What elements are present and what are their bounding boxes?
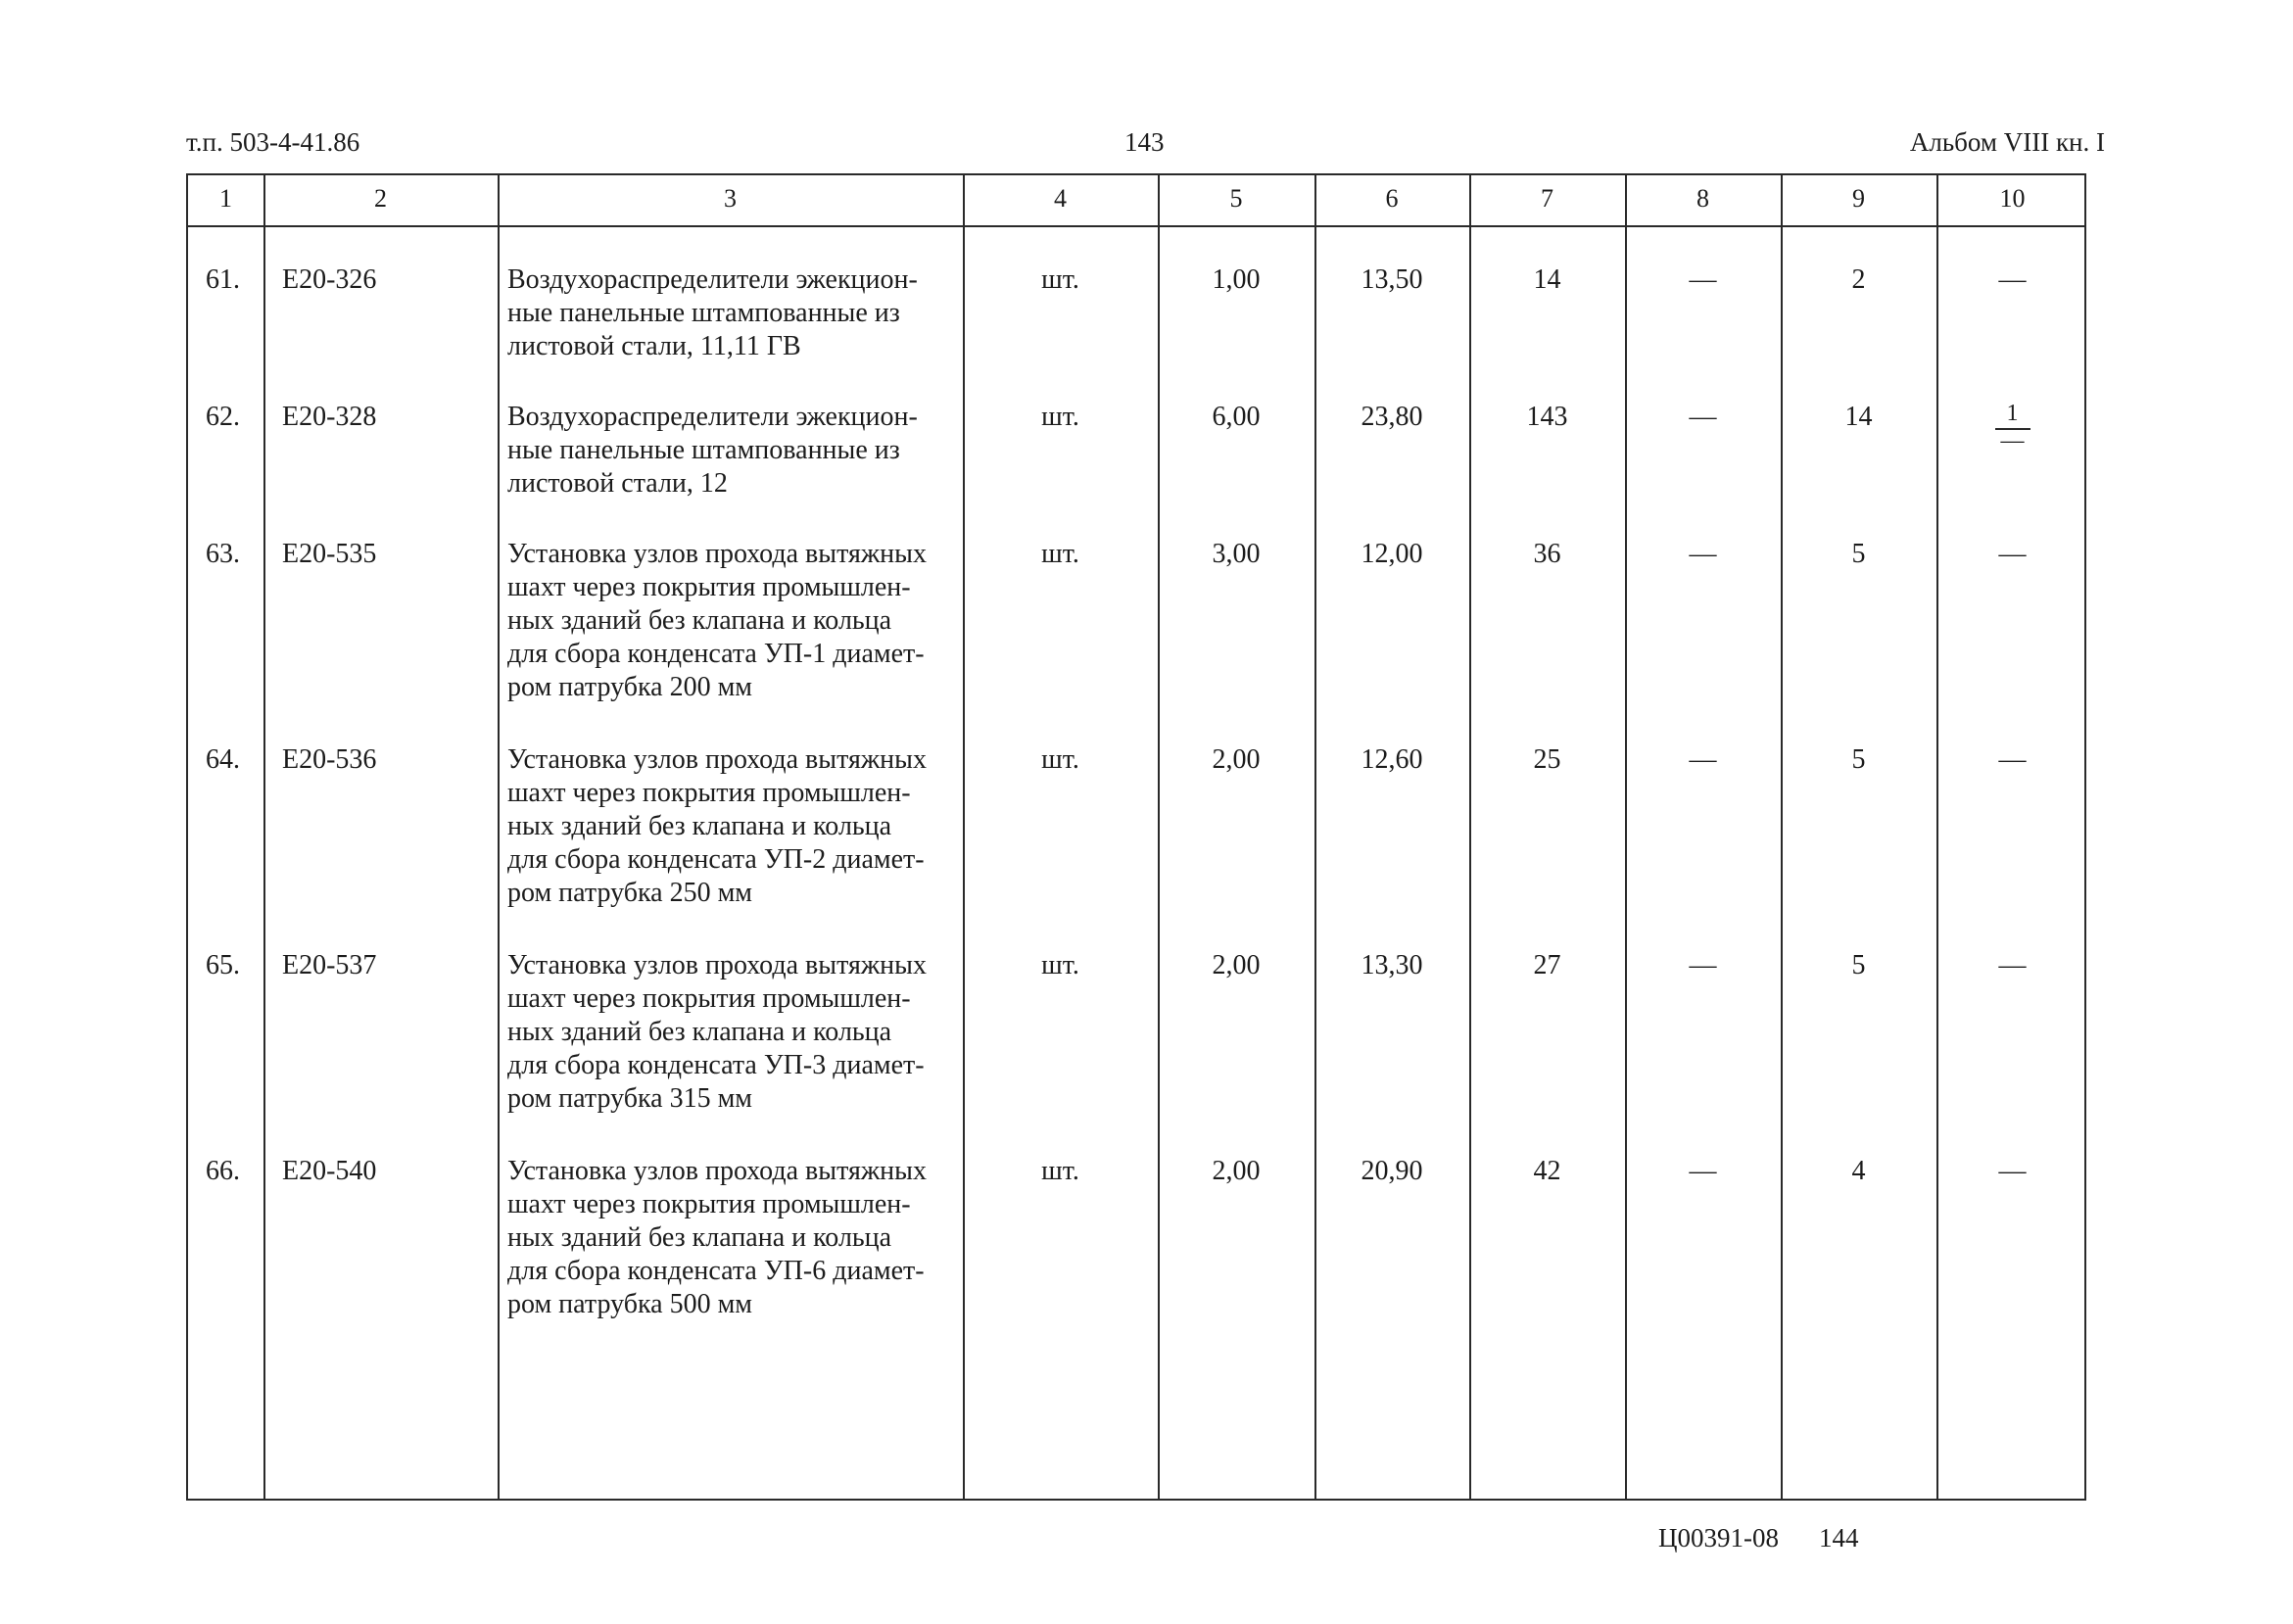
col8-value: — [1689,402,1717,432]
col9-value: 14 [1844,402,1873,432]
row-description: Воздухораспределители эжекцион- ные панельные штампованные из листовой стали, 12 [507,402,918,499]
col10-value: — [1998,1156,2027,1186]
unit: шт. [1041,264,1079,295]
col10-value: — [1998,264,2027,295]
rate-code: Е20-540 [282,1156,377,1186]
column-header: 3 [724,184,737,213]
column-divider [1625,175,1627,1499]
col7-value: 143 [1526,402,1568,432]
column-divider [1936,175,1938,1499]
col10-value: — [1998,950,2027,980]
unit: шт. [1041,950,1079,980]
unit: шт. [1041,539,1079,569]
col8-value: — [1689,264,1717,295]
row-description: Установка узлов прохода вытяжных шахт через покрытия промышлен- ных зданий без клапана и кольца для сбора конденсата УП-1 диамет- ром патрубка 200 мм [507,539,927,702]
column-header: 7 [1541,184,1553,213]
document-code: т.п. 503-4-41.86 [186,127,360,157]
row-description: Воздухораспределители эжекцион- ные панельные штампованные из листовой стали, 11,11 ГВ [507,264,918,361]
col9-value: 5 [1851,539,1866,569]
column-header: 10 [1999,184,2026,213]
column-divider [1314,175,1316,1499]
rate-code: Е20-537 [282,950,377,980]
column-divider [498,175,500,1499]
row-description: Установка узлов прохода вытяжных шахт через покрытия промышлен- ных зданий без клапана и кольца для сбора конденсата УП-6 диамет- ром патрубка 500 мм [507,1156,927,1319]
row-number: 63. [206,539,240,569]
col10-fraction [1936,401,2088,456]
col6-value: 20,90 [1361,1156,1423,1186]
estimate-table [186,173,2086,1501]
col7-value: 27 [1533,950,1561,980]
unit: шт. [1041,402,1079,432]
col7-value: 42 [1533,1156,1561,1186]
fraction [1995,401,2030,452]
col5-value: 2,00 [1212,950,1261,980]
column-divider [1158,175,1160,1499]
column-header: 5 [1229,184,1243,213]
column-header: 1 [219,184,232,213]
row-description: Установка узлов прохода вытяжных шахт через покрытия промышлен- ных зданий без клапана и кольца для сбора конденсата УП-3 диамет- ром патрубка 315 мм [507,950,927,1114]
column-header: 4 [1054,184,1067,213]
col5-value: 2,00 [1212,1156,1261,1186]
col7-value: 14 [1533,264,1561,295]
col5-value: 2,00 [1212,744,1261,775]
row-description: Установка узлов прохода вытяжных шахт через покрытия промышлен- ных зданий без клапана и кольца для сбора конденсата УП-2 диамет- ром патрубка 250 мм [507,744,927,908]
rate-code: Е20-535 [282,539,377,569]
col7-value: 25 [1533,744,1561,775]
row-number: 65. [206,950,240,980]
sheet-code: Ц00391-08 [1658,1523,1779,1552]
col9-value: 4 [1851,1156,1866,1186]
column-header: 8 [1696,184,1709,213]
album-label: Альбом VIII кн. I [1909,127,2105,157]
page-number: 143 [1124,127,1165,157]
col10-value: — [1998,744,2027,775]
row-number: 66. [206,1156,240,1186]
col8-value: — [1689,744,1717,775]
fraction-denominator: — [2000,428,2025,454]
column-header: 2 [374,184,387,213]
fraction-numerator: 1 [1995,401,2030,430]
rate-code: Е20-536 [282,744,377,775]
col5-value: 6,00 [1212,402,1261,432]
footer-page-number: 144 [1819,1523,1859,1552]
row-number: 64. [206,744,240,775]
col9-value: 5 [1851,950,1866,980]
col8-value: — [1689,950,1717,980]
header-divider [188,225,2084,227]
rate-code: Е20-326 [282,264,377,295]
row-number: 61. [206,264,240,295]
col6-value: 12,00 [1361,539,1423,569]
col9-value: 5 [1851,744,1866,775]
col9-value: 2 [1851,264,1866,295]
col6-value: 12,60 [1361,744,1423,775]
column-header: 9 [1852,184,1865,213]
col6-value: 23,80 [1361,402,1423,432]
col5-value: 1,00 [1212,264,1261,295]
col8-value: — [1689,539,1717,569]
col6-value: 13,50 [1361,264,1423,295]
col5-value: 3,00 [1212,539,1261,569]
column-divider [263,175,265,1499]
col10-value: — [1998,539,2027,569]
row-number: 62. [206,402,240,432]
col6-value: 13,30 [1361,950,1423,980]
col7-value: 36 [1533,539,1561,569]
unit: шт. [1041,1156,1079,1186]
col8-value: — [1689,1156,1717,1186]
column-divider [1781,175,1783,1499]
column-header: 6 [1385,184,1399,213]
unit: шт. [1041,744,1079,775]
rate-code: Е20-328 [282,402,377,432]
column-divider [1469,175,1471,1499]
